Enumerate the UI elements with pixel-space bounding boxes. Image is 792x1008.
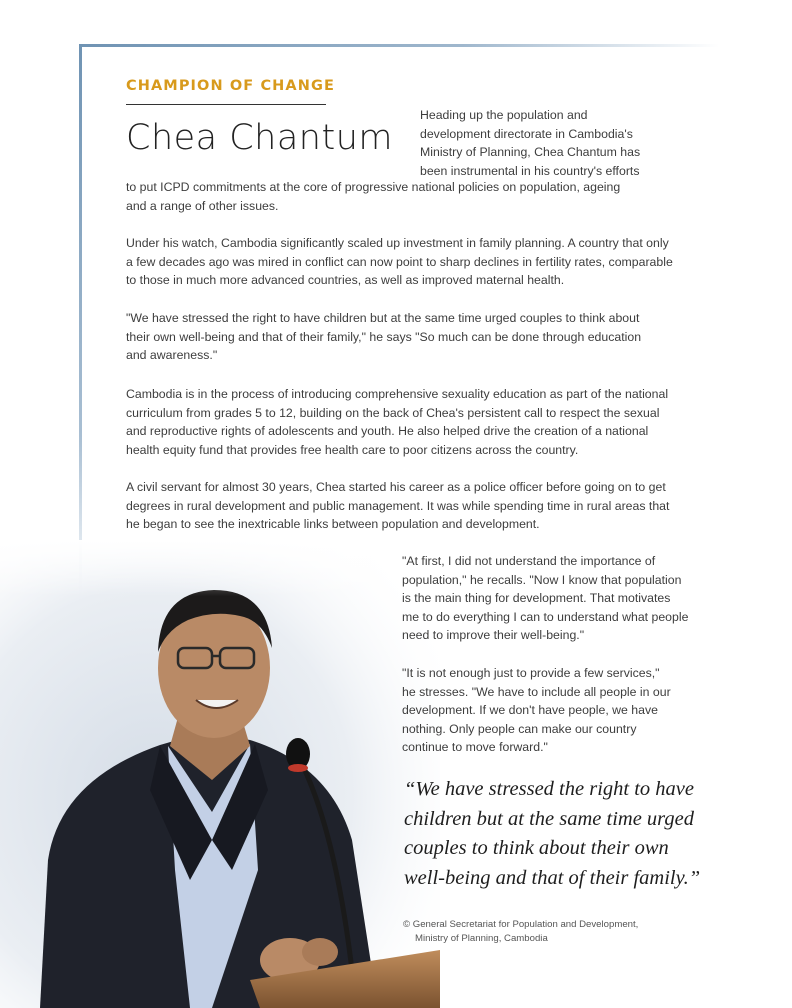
credit-line: © General Secretariat for Population and Development, xyxy=(403,919,639,930)
paragraph-line: "We have stressed the right to have children but at the same time urged couples to think about xyxy=(126,311,640,325)
paragraph-line: nothing. Only people can make our country xyxy=(402,721,637,736)
paragraph-line: he stresses. "We have to include all people in our xyxy=(402,684,671,699)
right-quote-paragraph-2 xyxy=(402,664,714,757)
paragraph-line: Under his watch, Cambodia significantly scaled up investment in family planning. A country that only xyxy=(126,236,669,250)
profile-name-heading: Chea Chantum xyxy=(126,118,393,158)
paragraph-line: A civil servant for almost 30 years, Chea started his career as a police officer before going on to get xyxy=(126,480,666,494)
paragraph-line: curriculum from grades 5 to 12, building on the back of Chea's persistent call to respect the sexual xyxy=(126,405,660,420)
paragraph-line: population," he recalls. "Now I know that population xyxy=(402,572,682,587)
paragraph-line: degrees in rural development and public management. It was while spending time in rural areas that xyxy=(126,498,670,513)
paragraph-line: to those in much more advanced countries, as well as improved maternal health. xyxy=(126,273,565,288)
photo-credit xyxy=(403,918,723,946)
paragraph-line: me to do everything I can to understand what people xyxy=(402,609,689,624)
intro-line: Ministry of Planning, Chea Chantum has xyxy=(420,145,641,160)
paragraph-line: "At first, I did not understand the importance of xyxy=(402,554,656,568)
left-border-rule xyxy=(79,44,82,604)
intro-paragraph xyxy=(420,106,670,180)
top-border-rule xyxy=(79,44,719,47)
body-paragraph-4 xyxy=(126,385,716,459)
credit-line: Ministry of Planning, Cambodia xyxy=(415,933,548,944)
kicker-underline xyxy=(126,104,326,105)
portrait-photo-icon xyxy=(0,540,440,1008)
paragraph-line: "It is not enough just to provide a few services," xyxy=(402,666,660,680)
section-kicker: CHAMPION OF CHANGE xyxy=(126,78,335,94)
paragraph-line: a few decades ago was mired in conflict can now point to sharp declines in fertility rates, comparable xyxy=(126,254,673,269)
paragraph-line: development. If we don't have people, we have xyxy=(402,703,658,718)
paragraph-line: and reproductive rights of adolescents and youth. He also helped drive the creation of a national xyxy=(126,424,649,439)
paragraph-line: continue to move forward." xyxy=(402,740,548,755)
paragraph-line: and a range of other issues. xyxy=(126,198,279,213)
intro-line: development directorate in Cambodia's xyxy=(420,126,633,141)
intro-line: been instrumental in his country's efforts xyxy=(420,163,640,178)
body-paragraph-1 xyxy=(126,178,716,215)
pull-quote-line: “We have stressed the right to have xyxy=(404,778,694,800)
pull-quote-line: couples to think about their own xyxy=(404,837,669,859)
paragraph-line: he began to see the inextricable links between population and development. xyxy=(126,517,540,532)
right-quote-paragraph-1 xyxy=(402,552,714,645)
pull-quote xyxy=(404,775,714,893)
body-paragraph-3 xyxy=(126,309,716,365)
paragraph-line: need to improve their well-being." xyxy=(402,628,585,643)
body-paragraph-5 xyxy=(126,478,716,534)
intro-line: Heading up the population and xyxy=(420,108,588,122)
paragraph-line: health equity fund that provides free health care to poor citizens across the country. xyxy=(126,442,579,457)
pull-quote-line: children but at the same time urged xyxy=(404,807,694,830)
paragraph-line: to put ICPD commitments at the core of progressive national policies on population, ageing xyxy=(126,180,621,194)
paragraph-line: their own well-being and that of their family," he says "So much can be done through education xyxy=(126,329,642,344)
body-paragraph-2 xyxy=(126,234,716,290)
paragraph-line: is the main thing for development. That motivates xyxy=(402,591,671,606)
paragraph-line: and awareness." xyxy=(126,348,218,363)
paragraph-line: Cambodia is in the process of introducing comprehensive sexuality education as part of the national xyxy=(126,387,669,401)
pull-quote-line: well-being and that of their family.” xyxy=(404,866,701,889)
